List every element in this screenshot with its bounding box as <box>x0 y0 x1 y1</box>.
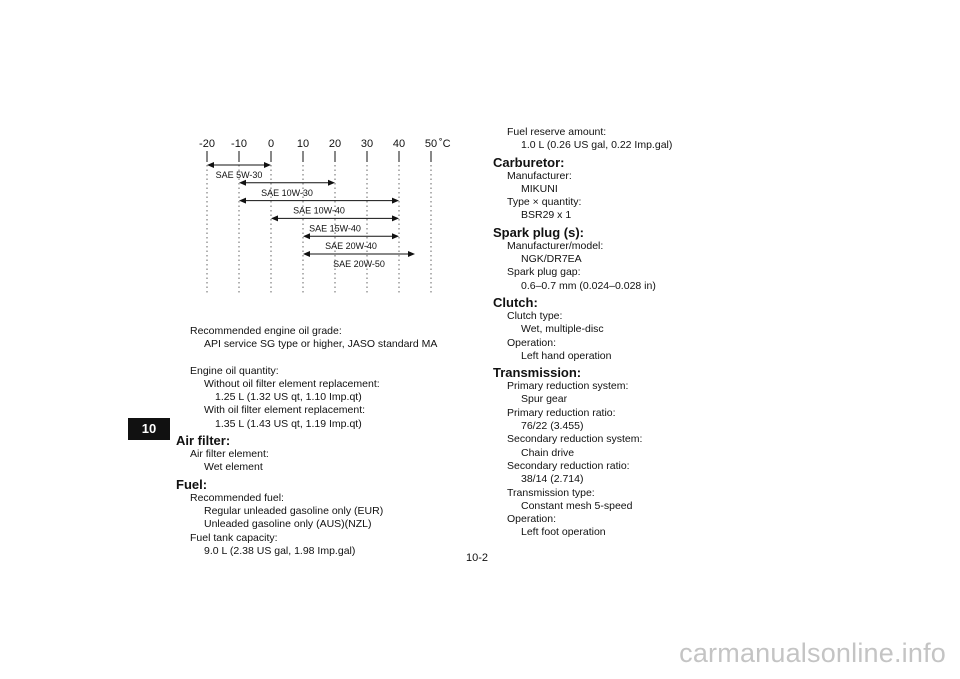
section-heading: Carburetor: <box>493 154 565 170</box>
spec-label: Fuel reserve amount: <box>507 126 607 138</box>
spec-value: 38/14 (2.714) <box>521 473 584 486</box>
spec-label: Recommended fuel: <box>190 491 284 504</box>
oil-grade-label: SAE 10W-40 <box>293 205 345 216</box>
spec-value: Regular unleaded gasoline only (EUR) <box>204 504 384 517</box>
right-spec-column <box>493 126 672 540</box>
spec-value: 0.6–0.7 mm (0.024–0.028 in) <box>521 279 656 292</box>
spec-label: Clutch type: <box>507 309 563 322</box>
section-heading: Fuel: <box>176 476 208 492</box>
spec-label: Engine oil quantity: <box>190 364 279 377</box>
spec-label: Transmission type: <box>507 486 595 499</box>
spec-label: Operation: <box>507 336 557 349</box>
oil-grade-range <box>239 198 399 216</box>
oil-grade-range <box>271 215 399 233</box>
spec-label: Spark plug gap: <box>507 266 581 279</box>
spec-value: Spur gear <box>521 393 568 406</box>
spec-value: 76/22 (3.455) <box>521 420 584 433</box>
spec-value: 1.0 L (0.26 US gal, 0.22 Imp.gal) <box>521 139 673 152</box>
spec-label: Secondary reduction ratio: <box>507 459 630 472</box>
spec-label: Air filter element: <box>190 448 269 461</box>
spec-value: MIKUNI <box>521 182 558 195</box>
temperature-label: -10 <box>231 138 247 150</box>
spec-value: BSR29 x 1 <box>521 209 572 222</box>
oil-grade-range <box>303 251 415 269</box>
temperature-label: 20 <box>328 138 342 150</box>
spec-value: With oil filter element replacement: <box>204 404 366 417</box>
spec-label: Operation: <box>507 513 557 526</box>
temperature-label: 40 <box>392 138 406 150</box>
spec-label: Manufacturer/model: <box>507 239 604 252</box>
oil-grade-label: SAE 15W-40 <box>309 223 361 234</box>
spec-label: Type × quantity: <box>507 196 582 209</box>
section-heading: Clutch: <box>493 294 538 310</box>
spec-label: Fuel tank capacity: <box>190 531 278 544</box>
oil-grade-range <box>239 180 335 198</box>
spec-value: Left foot operation <box>521 526 606 539</box>
chapter-tab: 10 <box>128 418 170 440</box>
oil-grade-label: SAE 10W-30 <box>261 187 313 198</box>
spec-value: NGK/DR7EA <box>521 253 582 266</box>
spec-value: Constant mesh 5-speed <box>521 499 633 512</box>
spec-value: Without oil filter element replacement: <box>204 377 380 390</box>
spacer <box>176 352 437 365</box>
oil-grade-label: SAE 20W-50 <box>333 259 385 269</box>
spec-value: API service SG type or higher, JASO standard MA <box>204 338 438 351</box>
oil-grade-range <box>303 233 399 251</box>
temperature-label: 0 <box>267 138 275 150</box>
spec-label: Primary reduction ratio: <box>507 406 616 419</box>
temperature-label: 10 <box>296 138 310 150</box>
oil-grade-label: SAE 20W-40 <box>325 241 377 252</box>
spec-value: Left hand operation <box>521 349 612 362</box>
oil-grade-range <box>207 162 271 180</box>
temperature-label: 50 <box>424 138 438 150</box>
spec-value: Wet, multiple-disc <box>521 323 604 336</box>
spec-label: Manufacturer: <box>507 169 572 182</box>
temperature-label: 30 <box>360 138 374 150</box>
page-number: 10-2 <box>466 552 489 564</box>
spec-value: Chain drive <box>521 446 575 459</box>
temperature-unit: ˚C <box>439 138 451 150</box>
spec-value: 9.0 L (2.38 US gal, 1.98 Imp.gal) <box>204 544 356 557</box>
section-heading: Spark plug (s): <box>493 224 585 240</box>
temperature-label: -20 <box>199 138 215 150</box>
spec-value: Unleaded gasoline only (AUS)(NZL) <box>204 518 372 531</box>
spec-value: Wet element <box>204 461 263 474</box>
spec-label: Secondary reduction system: <box>507 433 643 446</box>
section-heading: Air filter: <box>176 433 231 449</box>
spec-label: Primary reduction system: <box>507 380 629 393</box>
oil-grade-label: SAE 5W-30 <box>215 170 263 180</box>
spec-label: Recommended engine oil grade: <box>190 325 342 337</box>
spec-value: 1.35 L (1.43 US qt, 1.19 Imp.qt) <box>215 417 362 430</box>
spec-value: 1.25 L (1.32 US qt, 1.10 Imp.qt) <box>215 391 362 404</box>
left-spec-column <box>176 325 437 558</box>
section-heading: Transmission: <box>493 365 582 381</box>
watermark: carmanualsonline.info <box>679 638 946 668</box>
oil-viscosity-chart <box>0 0 960 320</box>
